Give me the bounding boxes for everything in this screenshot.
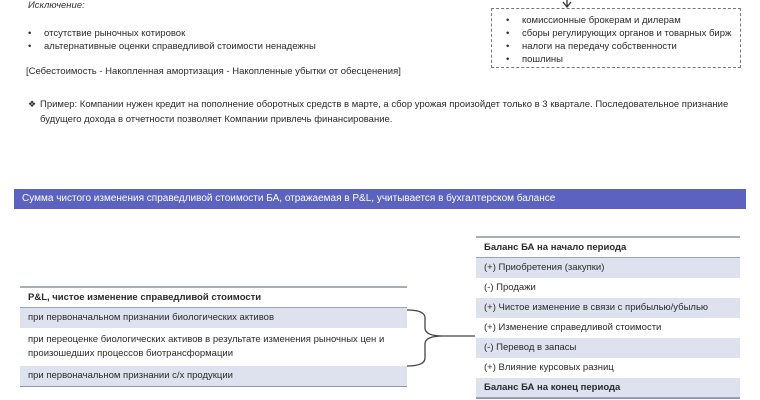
list-item: • комиссионные брокерам и дилерам bbox=[504, 14, 731, 27]
table-row: (-) Перевод в запасы bbox=[476, 338, 740, 358]
balance-table-footer: Баланс БА на конец периода bbox=[476, 378, 740, 398]
balance-table-header: Баланс БА на начало периода bbox=[476, 238, 740, 258]
table-row: (-) Продажи bbox=[484, 282, 536, 293]
pl-table bbox=[20, 286, 407, 387]
table-row: при первоначальном признании биологических активов bbox=[20, 308, 407, 328]
table-row: (+) Изменение справедливой стоимости bbox=[484, 322, 662, 333]
example-note bbox=[30, 97, 730, 127]
exception-title: Исключение: bbox=[28, 0, 85, 11]
table-row: при переоценке биологических активов в результате изменения рыночных цен и произошедших процессов биотрансформации bbox=[28, 334, 385, 359]
down-arrow-icon bbox=[562, 0, 572, 8]
example-text: Пример: Компании нужен кредит на пополнение оборотных средств в марте, а сбор урожая произойдет только в 3 квартале. Последовательное признание будущего дохода в отчетности позволяет Компании привлечь финансирование. bbox=[40, 99, 729, 125]
costs-list bbox=[504, 14, 731, 66]
diamond-bullet-icon: ❖ bbox=[28, 99, 37, 109]
brace-connector-icon bbox=[405, 308, 475, 368]
list-item: • сборы регулирующих органов и товарных бирж bbox=[504, 27, 731, 40]
list-item: • налоги на передачу собственности bbox=[504, 40, 731, 53]
list-item: • альтернативные оценки справедливой стоимости ненадежны bbox=[26, 40, 316, 53]
section-banner: Сумма чистого изменения справедливой стоимости БА, отражаемая в P&L, учитывается в бухгалтерском балансе bbox=[14, 189, 746, 209]
table-row: при первоначальном признании с/х продукции bbox=[20, 366, 407, 386]
transaction-costs-box bbox=[491, 8, 741, 68]
list-item: • отсутствие рыночных котировок bbox=[26, 27, 316, 40]
exception-list bbox=[26, 27, 316, 53]
table-row: (+) Влияние курсовых разниц bbox=[484, 362, 614, 373]
pl-table-header: P&L, чистое изменение справедливой стоимости bbox=[20, 288, 407, 308]
list-item: • пошлины bbox=[504, 53, 731, 66]
balance-table bbox=[476, 236, 740, 399]
cost-formula: [Себестоимость - Накопленная амортизация - Накопленные убытки от обесценения] bbox=[26, 66, 401, 77]
table-row: (+) Чистое изменение в связи с прибылью/убылью bbox=[476, 298, 740, 318]
table-row: (+) Приобретения (закупки) bbox=[476, 258, 740, 278]
